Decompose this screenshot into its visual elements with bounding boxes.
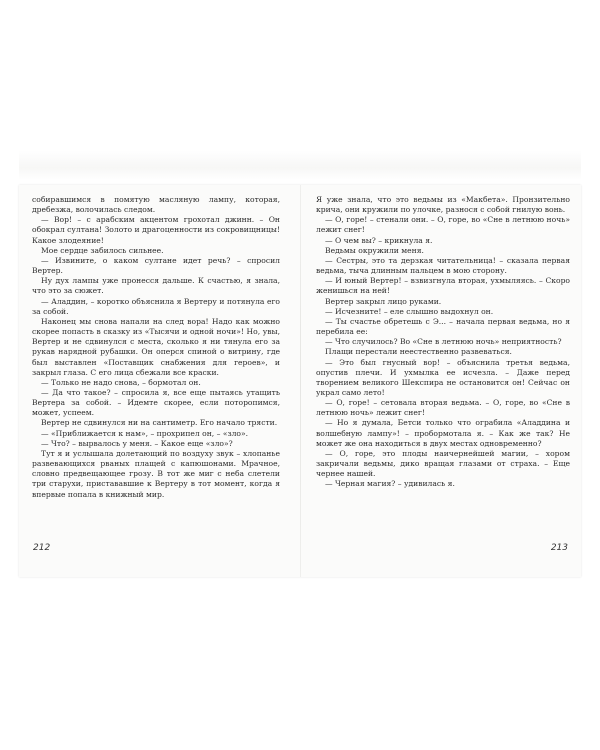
paragraph: Ведьмы окружили меня.: [325, 245, 424, 255]
paragraph: — Вор! – с арабским акцентом грохотал джинн. – Он обокрал султана! Золото и драгоценности из сокровищницы! Какое злодеяние!: [32, 215, 280, 245]
paragraph: Вертер закрыл лицо руками.: [325, 296, 442, 306]
paragraph: — Что? – вырвалось у меня. – Какое еще «зло»?: [41, 438, 233, 448]
book-spread: [19, 185, 581, 577]
paragraph: — Да что такое? – спросила я, все еще пытаясь утащить Вертера за собой. – Идемте скорее, если поторопимся, может, успеем.: [32, 387, 280, 418]
paragraph: — О, горе! – сетовала вторая ведьма. – О, горе, во «Сне в летнюю ночь» лежит снег!: [316, 398, 570, 418]
paragraph: Тут я и услышала долетающий по воздуху звук – хлопанье развевающихся рваных плащей с капюшонами. Мрачное, словно предвещающее грозу. В тот же миг с неба слетели три старухи, пристававшие к Вертеру в тот момент, когда я впервые попала в книжный мир.: [32, 448, 280, 499]
right-page-number: 213: [550, 543, 568, 553]
paragraph: — Извините, о каком султане идет речь? – спросил Вертер.: [32, 255, 280, 276]
paragraph: — Ты счастье обретешь с Э... – начала первая ведьма, но я перебила ее:: [316, 316, 570, 337]
paragraph: — Что случилось? Во «Сне в летнюю ночь» неприятность?: [325, 337, 562, 347]
left-page-number: 212: [33, 543, 51, 553]
paragraph: Наконец мы снова напали на след вора! Надо как можно скорее попасть в сказку из «Тысячи и одной ночи»! Но, увы, Вертер и не сдвинулся с места, сколько я ни тянула его за рукав нарядной рубашки. Он оперся спиной о витрину, где был выставлен «Поставщик снабжения для героев», и закрыл глаза. С его лица сбежали все краски.: [32, 316, 280, 377]
paragraph: — О чем вы? – крикнула я.: [325, 235, 433, 245]
paragraph: собиравшимся в помятую масляную лампу, которая, дребезжа, волочилась следом.: [32, 195, 280, 215]
paragraph: — О, горе, это плоды наичернейшей магии, – хором закричали ведьмы, дико вращая глазами от страха. – Еще чернее нашей.: [316, 448, 570, 479]
right-page-text: [316, 195, 570, 490]
paragraph: — Но я думала, Бетси только что ограбила «Аладдина и волшебную лампу»! – пробормотала я. – Как же так? Не может же она находиться в двух местах одновременно?: [316, 418, 570, 448]
paragraph: — И юный Вертер! – взвизгнула вторая, ухмыляясь. – Скоро женишься на ней!: [316, 276, 570, 296]
paragraph: Ну дух лампы уже пронесся дальше. К счастью, я знала, что это за сюжет.: [32, 276, 280, 296]
paragraph: Вертер не сдвинулся ни на сантиметр. Его начало трясти.: [41, 418, 278, 428]
paragraph: Плащи перестали неестественно развеваться.: [325, 347, 512, 357]
paragraph: — Это был гнусный вор! – объяснила третья ведьма, опустив плечи. И ухмылка ее исчезла. – Даже перед творением великого Шекспира не остановится он! Сейчас он украл само лето!: [316, 357, 570, 397]
page-top-shadow: [19, 150, 581, 180]
paragraph: — Только не надо снова, – бормотал он.: [41, 377, 201, 387]
paragraph: — О, горе! – стенали они. – О, горе, во «Сне в летнюю ночь» лежит снег!: [316, 215, 570, 235]
paragraph: — Исчезните! – еле слышно выдохнул он.: [325, 306, 494, 316]
paragraph: — Сестры, это та дерзкая читательница! – сказала первая ведьма, тыча длинным пальцем в мою сторону.: [316, 255, 570, 276]
book-gutter: [300, 185, 301, 577]
paragraph: Я уже знала, что это ведьмы из «Макбета». Пронзительно крича, они кружили по улочке, разнося с собой гнилую вонь.: [316, 195, 570, 215]
paragraph: — «Приближается к нам», – прохрипел он, – «зло».: [41, 428, 249, 438]
paragraph: Мое сердце забилось сильнее.: [41, 245, 164, 255]
paragraph: — Черная магия? – удивилась я.: [325, 479, 455, 489]
paragraph: — Аладдин, – коротко объяснила я Вертеру и потянула его за собой.: [32, 296, 280, 316]
left-page-text: [32, 195, 280, 500]
